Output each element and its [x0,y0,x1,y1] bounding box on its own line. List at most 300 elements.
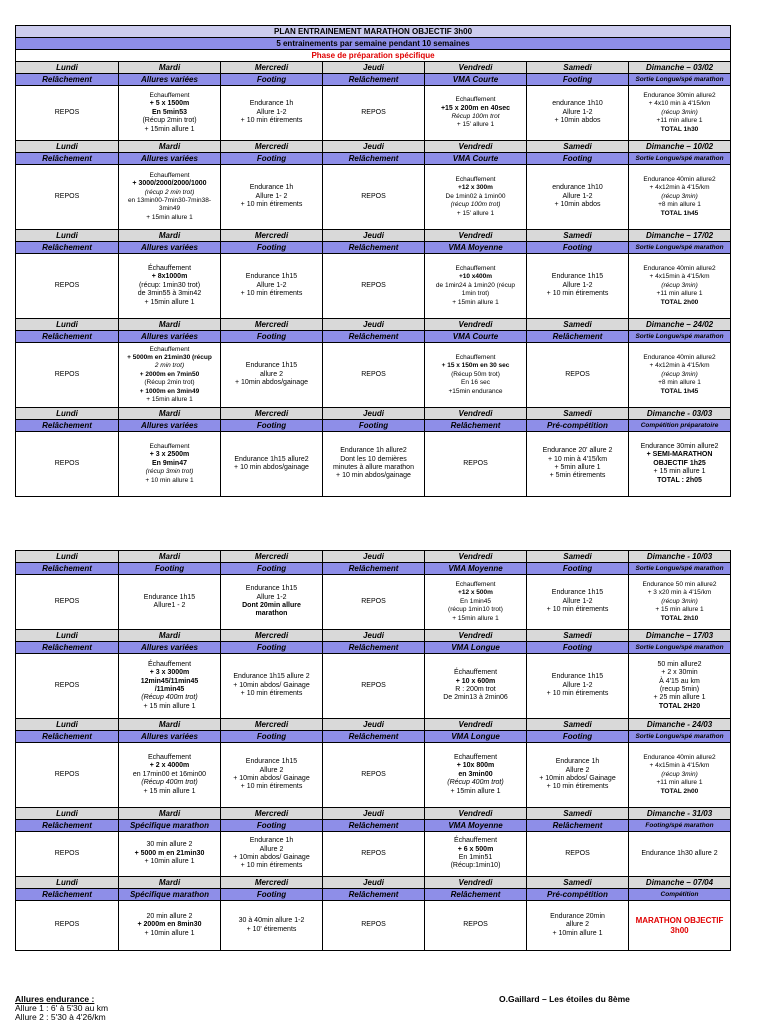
workout-line: Endurance 20' allure 2 [542,447,613,455]
day-name: Vendredi [425,877,527,889]
session-type: Allures variées [119,420,221,432]
day-name: Jeudi [323,630,425,642]
workout-line: De 1min02 à 1min00 [445,192,506,200]
workout-cell [425,254,527,319]
workout-cell [323,575,425,630]
workout-line: En 5min53 [151,108,187,116]
workout-line: + 10' étirements [246,925,297,933]
workout-cell [16,343,119,408]
workout-line: Allure 1-2 [562,192,593,200]
workout-line: Endurance 40min allure2 [643,353,716,361]
workout-line: (récup 3min) [661,192,698,200]
day-name: Lundi [16,808,119,820]
workout-cell [323,832,425,877]
workout-cell [16,165,119,230]
workout-line: + 10 min allure 1 [145,476,194,484]
workout-line: + 3 x 3000m [149,669,190,677]
workout-line: Allure 1-2 [562,108,593,116]
day-name: Jeudi [323,877,425,889]
workout-line: Échauffement [147,264,192,272]
day-name: Dimanche - 24/03 [629,719,731,731]
session-type: Footing [527,563,629,575]
session-type: Footing [323,420,425,432]
workout-cell [221,654,323,719]
workout-line: (récup 3min) [661,108,698,116]
workout-line: +15 x 200m en 40sec [440,104,511,112]
workout-line: (Récup 2min trot) [144,379,195,387]
page-gap [15,497,731,550]
day-name: Mardi [119,877,221,889]
day-name: Mercredi [221,408,323,420]
workout-line: Echauffement [455,96,496,104]
workout-line: Endurance 1h15 [551,673,604,681]
workout-line: REPOS [361,192,386,200]
workout-line: + 10 min étirements [546,606,609,614]
workout-cell [221,165,323,230]
workout-line: 3h00 [670,925,689,935]
workout-line: Allure1 - 2 [153,602,186,609]
workout-cell [527,743,629,808]
workout-line: + 10 min étirements [240,117,303,125]
workout-line: +11 min allure 1 [656,117,703,125]
workout-line: + 5 x 1500m [149,100,190,108]
session-type: Relâchement [16,731,119,743]
workout-line: (récup: 1min30 trot) [138,281,201,289]
day-name: Dimanche – 07/04 [629,877,731,889]
session-type-row [16,563,731,575]
workout-cell [16,743,119,808]
workout-line: Endurance 50 min allure2 [642,580,717,588]
session-type-row [16,820,731,832]
workout-line: + 2000m en 8min30 [137,921,202,929]
session-type: Allures variées [119,731,221,743]
day-name: Lundi [16,319,119,331]
workout-line: Allure 1-2 [562,281,593,289]
session-type: Footing [527,74,629,86]
plan-subtitle: 5 entrainements par semaine pendant 10 semaines [16,38,731,50]
workout-line: + 25 min allure 1 [653,694,706,702]
workout-cell [221,901,323,951]
session-type: Footing [221,153,323,165]
day-name: Jeudi [323,230,425,242]
workout-line: Echauffement [455,264,496,272]
day-name: Vendredi [425,230,527,242]
workout-line: Endurance 1h15 [245,273,298,281]
workout-line: (récup 3min) [661,370,698,378]
workout-line: (récup 3min) [661,281,698,289]
session-type: Relâchement [323,820,425,832]
workout-line: + 10min abdos/ Gainage [233,775,310,782]
workout-cell [16,575,119,630]
day-name: Dimanche – 03/02 [629,62,731,74]
day-name: Dimanche - 31/03 [629,808,731,820]
day-name: Vendredi [425,551,527,563]
workout-line: REPOS [54,770,80,778]
workout-cell [629,86,731,141]
workout-line: + 15' allure 1 [456,209,495,217]
workout-line: + 1000m en 3min49 [139,387,200,395]
day-header-row [16,808,731,820]
day-name: Mercredi [221,141,323,153]
workout-line: Echauffement [149,442,190,450]
workout-line: REPOS [361,770,386,778]
workout-line: /11min45 [154,686,185,693]
workout-cell [323,165,425,230]
workout-row [16,654,731,719]
session-type: Allures variées [119,242,221,254]
workout-line: + 10 min étirements [240,201,303,209]
workout-cell [629,165,731,230]
session-type: Relâchement [16,889,119,901]
day-name: Mercredi [221,630,323,642]
workout-line: +11 min allure 1 [656,290,703,298]
session-type: Relâchement [323,331,425,343]
workout-cell [425,743,527,808]
session-type: Relâchement [16,563,119,575]
session-type: Relâchement [425,420,527,432]
workout-line: Dont 20min allure [242,602,301,609]
session-type-row [16,642,731,654]
day-name: Mercredi [221,62,323,74]
workout-line: Endurance 1h allure2 [340,447,407,455]
session-type: Sortie Longue/spé marathon [629,242,731,254]
workout-cell [119,743,221,808]
day-name: Lundi [16,141,119,153]
workout-cell [119,901,221,951]
session-type: VMA Courte [425,74,527,86]
session-type: Sortie Longue/spé marathon [629,563,731,575]
workout-line: + 15min allure 1 [144,298,195,306]
workout-line: REPOS [361,281,386,289]
workout-line: TOTAL 2h00 [660,298,699,306]
session-type: Relâchement [323,153,425,165]
workout-line: REPOS [463,459,488,467]
workout-line: de 1min24 à 1min20 (récup [435,281,516,289]
session-type-row [16,74,731,86]
workout-line: Échauffement [453,669,498,677]
day-name: Samedi [527,630,629,642]
workout-line: + 8x1000m [151,273,188,281]
day-name: Vendredi [425,808,527,820]
workout-cell [221,832,323,877]
session-type-row [16,153,731,165]
day-name: Lundi [16,408,119,420]
session-type: Footing [119,563,221,575]
day-header-row [16,62,731,74]
day-name: Dimanche – 17/03 [629,630,731,642]
session-type: Footing/spé marathon [629,820,731,832]
workout-cell [629,575,731,630]
workout-line: (Récup 400m trot) [141,694,198,702]
workout-line: + 10 x 600m [455,677,496,685]
workout-line: + 2 x 30min [661,669,698,677]
workout-line: en 3min00 [458,770,493,778]
workout-line: Endurance 1h15 allure 2 [233,673,310,681]
workout-line: +8 min allure 1 [658,379,701,387]
workout-line: + 5000m en 21min30 (récup [127,353,212,361]
workout-line: Allure 1- 2 [255,192,288,200]
workout-line: allure 2 [260,370,283,378]
day-header-row [16,877,731,889]
day-name: Lundi [16,62,119,74]
workout-row [16,254,731,319]
workout-line: + 10x 800m [456,762,495,770]
session-type: Relâchement [527,331,629,343]
day-name: Mardi [119,230,221,242]
workout-line: REPOS [54,681,80,689]
session-type: Footing [221,331,323,343]
workout-line: Echauffement [453,753,498,761]
workout-line: + 15' allure 1 [456,121,495,129]
workout-cell [629,832,731,877]
workout-cell [16,86,119,141]
day-name: Jeudi [323,551,425,563]
workout-line: + 4x12min à 4'15/km [649,362,710,370]
workout-line: Endurance 30min allure2 [643,91,716,99]
workout-line: Allure 1-2 [256,593,287,601]
workout-line: Echauffement [149,91,190,99]
workout-line: TOTAL 2H20 [658,702,701,710]
day-name: Samedi [527,808,629,820]
day-name: Dimanche – 10/02 [629,141,731,153]
workout-line: Endurance 40min allure2 [643,753,716,761]
workout-line: + 5000 m en 21min30 [134,849,205,857]
workout-cell [425,575,527,630]
session-type: Footing [527,153,629,165]
workout-line: Echauffement [149,345,190,353]
plan-title: PLAN ENTRAINEMENT MARATHON OBJECTIF 3h00 [16,26,731,38]
day-name: Mercredi [221,319,323,331]
workout-line: + 4x15min à 4'15/km [649,762,710,770]
workout-cell [221,343,323,408]
session-type: Spécifique marathon [119,889,221,901]
session-type: Footing [221,642,323,654]
workout-line: REPOS [565,849,590,857]
workout-line: Allure 1-2 [562,597,593,605]
workout-line: + 10 min étirements [546,690,609,698]
session-type: Footing [221,563,323,575]
workout-line: Dont les 10 dernières [340,455,407,463]
workout-cell [527,86,629,141]
workout-cell [119,343,221,408]
workout-line: Endurance 1h [249,837,294,845]
workout-line: R : 200m trot [455,686,496,693]
workout-line: En 9min47 [151,459,187,467]
workout-line: + 10min abdos [554,117,601,125]
workout-cell [119,86,221,141]
workout-cell [221,86,323,141]
workout-line: Echauffement [455,353,496,361]
session-type: Sortie Longue/spé marathon [629,74,731,86]
session-type: VMA Longue [425,731,527,743]
workout-line: Endurance 1h [555,758,600,766]
workout-cell [425,832,527,877]
workout-line: TOTAL 1h30 [660,125,699,133]
workout-line: REPOS [54,192,80,200]
day-name: Mercredi [221,230,323,242]
workout-cell [629,743,731,808]
session-type: Relâchement [323,731,425,743]
workout-cell [16,432,119,497]
workout-row [16,165,731,230]
workout-line: (Récup 400m trot) [141,779,198,787]
workout-cell [527,832,629,877]
session-type: Pré-compétition [527,420,629,432]
workout-row [16,343,731,408]
workout-line: +15min endurance [448,387,503,395]
workout-line: Endurance 40min allure2 [643,264,716,272]
session-type: Sortie Longue/spé marathon [629,153,731,165]
session-type: VMA Moyenne [425,820,527,832]
workout-line: Allure 1-2 [256,108,287,116]
workout-line: + 10 min étirements [240,862,303,870]
session-type-row [16,331,731,343]
day-header-row [16,551,731,563]
day-header-row [16,630,731,642]
workout-cell [221,743,323,808]
workout-line: + SEMI-MARATHON [646,451,713,459]
workout-line: TOTAL 2h00 [660,787,699,795]
workout-cell [629,432,731,497]
workout-line: Echauffement [455,175,496,183]
workout-line: +11 min allure 1 [656,779,703,787]
workout-line: +8 min allure 1 [658,201,701,209]
workout-line: REPOS [463,921,488,929]
phase-label: Phase de préparation spécifique [16,50,731,62]
workout-line: 20 min allure 2 [146,912,193,920]
day-name: Vendredi [425,62,527,74]
day-name: Samedi [527,551,629,563]
workout-line: TOTAL 1h45 [660,209,699,217]
workout-row [16,432,731,497]
workout-cell [119,165,221,230]
session-type: Footing [527,642,629,654]
workout-row [16,86,731,141]
workout-cell [425,654,527,719]
workout-line: + 15 x 150m en 30 sec [441,362,510,370]
workout-line: Echauffement [147,753,192,761]
workout-cell [221,432,323,497]
session-type: Relâchement [323,242,425,254]
session-type: Allures variées [119,331,221,343]
workout-line: En 1min45 [459,597,492,605]
workout-line: + 15min allure 1 [452,614,499,622]
day-name: Jeudi [323,319,425,331]
workout-line: Endurance 1h15 [245,362,298,370]
session-type: Relâchement [16,420,119,432]
day-name: Lundi [16,551,119,563]
workout-line: Endurance 1h15 [143,593,196,601]
workout-line: + 4x12min à 4'15/km [649,184,710,192]
workout-line: Échauffement [147,660,192,668]
allures-label: Allures endurance : [15,994,95,1004]
workout-cell [16,254,119,319]
day-name: Vendredi [425,719,527,731]
workout-line: + 15min allure 1 [146,213,193,221]
workout-line: Endurance 1h30 allure 2 [641,849,718,857]
workout-cell [629,254,731,319]
session-type: VMA Courte [425,153,527,165]
workout-cell [323,254,425,319]
workout-cell [629,343,731,408]
workout-cell [629,901,731,951]
session-type: Spécifique marathon [119,820,221,832]
day-name: Dimanche - 03/03 [629,408,731,420]
day-name: Mardi [119,62,221,74]
session-type: Relâchement [425,889,527,901]
workout-line: MARATHON OBJECTIF [635,915,724,925]
workout-line: REPOS [361,108,386,116]
day-name: Vendredi [425,319,527,331]
session-type: Allures variées [119,153,221,165]
day-name: Dimanche – 17/02 [629,230,731,242]
workout-line: En 1min51 [458,854,493,861]
day-name: Samedi [527,141,629,153]
workout-cell [425,901,527,951]
session-type: Sortie Longue/spé marathon [629,642,731,654]
session-type: VMA Moyenne [425,242,527,254]
workout-line: REPOS [54,370,80,378]
workout-line: Endurance 20min [550,912,605,920]
workout-line: Endurance 1h [249,100,294,108]
day-header-row [16,230,731,242]
workout-cell [16,901,119,951]
workout-cell [527,575,629,630]
workout-cell [119,832,221,877]
workout-cell [119,575,221,630]
day-name: Mercredi [221,551,323,563]
day-header-row [16,408,731,420]
workout-line: REPOS [565,370,590,378]
workout-line: À 4'15 au km [659,677,700,685]
workout-line: De 2min13 à 2min06 [443,694,508,702]
day-name: Dimanche - 10/03 [629,551,731,563]
workout-cell [425,86,527,141]
workout-line: + 5min allure 1 [554,464,601,471]
session-type: Relâchement [16,331,119,343]
day-name: Mardi [119,630,221,642]
day-name: Mardi [119,408,221,420]
workout-line: (récup 2 min trot) [144,188,195,196]
workout-cell [527,254,629,319]
workout-line: + 5min étirements [549,472,606,480]
workout-line: endurance 1h10 [552,100,603,108]
session-type: Footing [221,820,323,832]
session-type: Relâchement [16,153,119,165]
workout-line: + 10min allure 1 [144,929,195,937]
day-name: Lundi [16,719,119,731]
workout-line: + 15 min allure 1 [655,606,704,614]
workout-line: + 10 min abdos/gainage [336,472,411,480]
workout-cell [323,86,425,141]
workout-line: Endurance 40min allure2 [643,175,716,183]
session-type-row [16,420,731,432]
session-type: Footing [527,242,629,254]
workout-cell [629,654,731,719]
session-type: Footing [527,731,629,743]
workout-cell [16,832,119,877]
day-name: Mardi [119,141,221,153]
workout-line: + 10min abdos/gainage [235,379,308,387]
session-type: Pré-compétition [527,889,629,901]
session-type-row [16,889,731,901]
workout-line: +12 x 500m [458,589,493,597]
workout-line: allure 2 [566,921,589,929]
workout-line: En 16 sec [461,379,490,387]
session-type: Relâchement [323,889,425,901]
workout-line: Endurance 1h15 [551,589,604,597]
workout-line: 30 min allure 2 [146,841,193,849]
